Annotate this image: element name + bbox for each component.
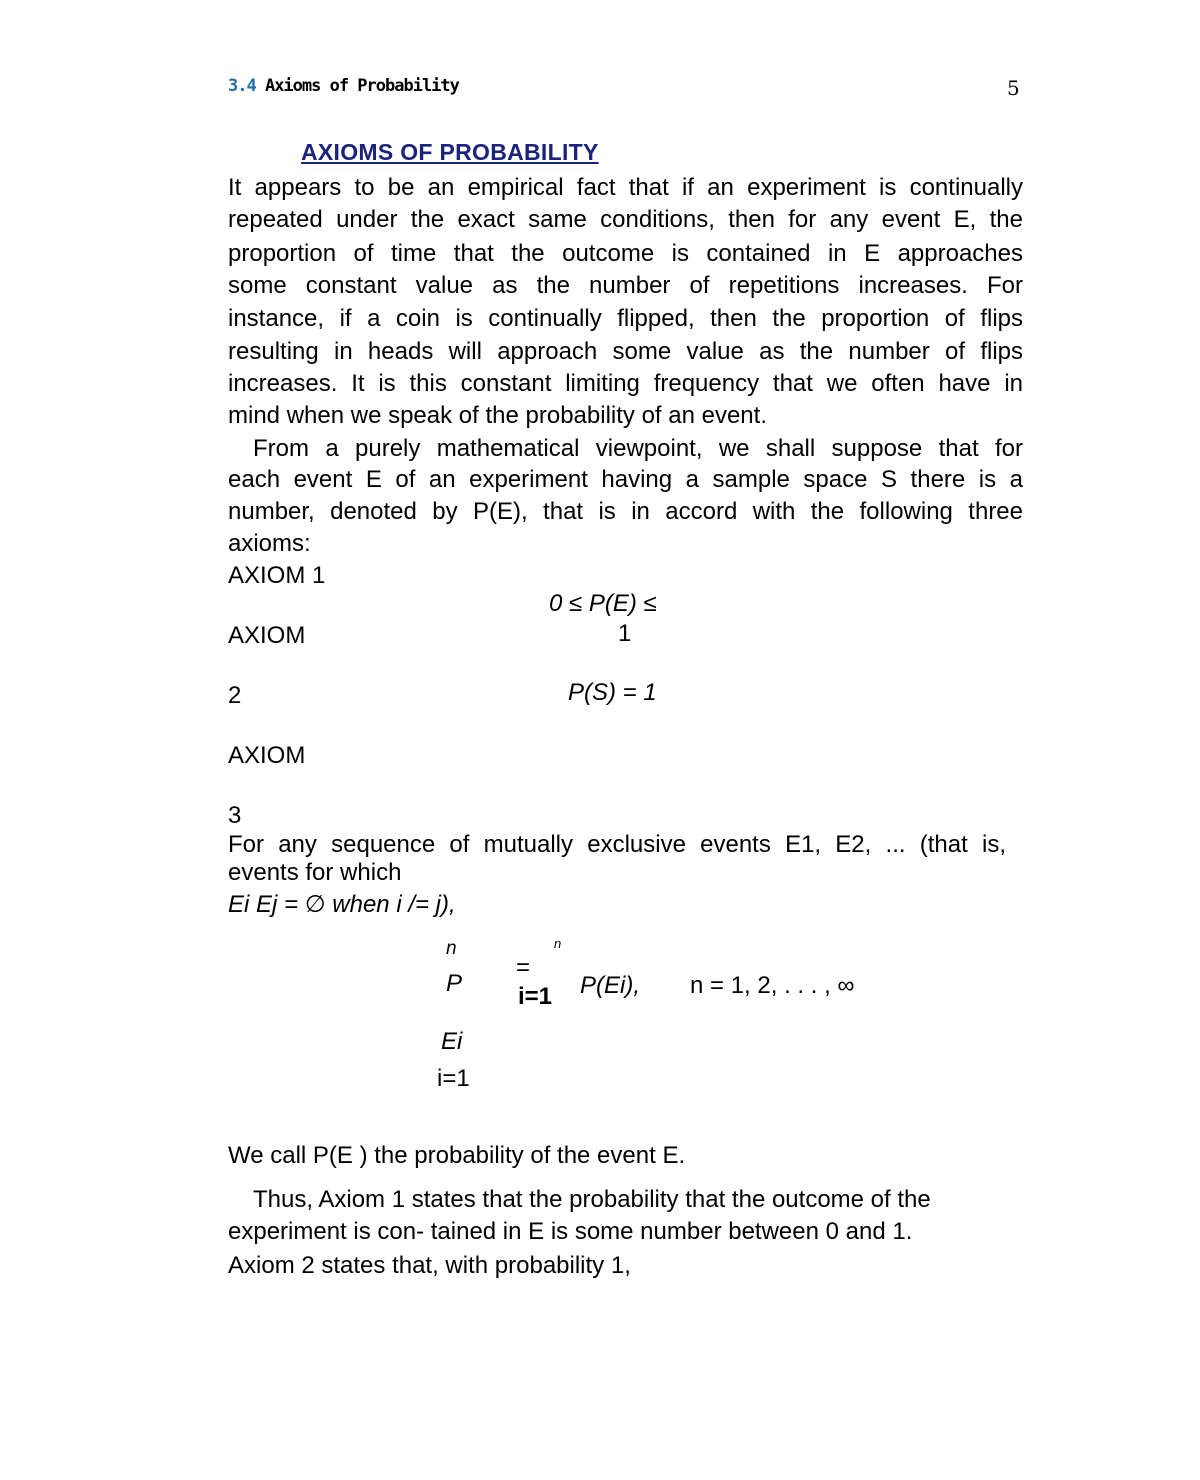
paragraph-line: repeated under the exact same conditions, then for any event E, the (228, 206, 1023, 233)
paragraph-line: experiment is con- tained in E is some number between 0 and 1. (228, 1218, 913, 1245)
paragraph-line: It appears to be an empirical fact that if an experiment is continually (228, 174, 1023, 201)
formula-probability-symbol: P (446, 970, 463, 997)
axiom-3-label: AXIOM (228, 742, 306, 769)
formula-equals: = (516, 954, 531, 981)
paragraph-line: Thus, Axiom 1 states that the probability that the outcome of the (253, 1186, 931, 1213)
axiom-3-statement: For any sequence of mutually exclusive events E1, E2, ... (that is, (228, 831, 1006, 858)
paragraph-line: each event E of an experiment having a sample space S there is a (228, 466, 1023, 493)
formula-sum-upper: n (554, 936, 562, 951)
axiom-2-label: AXIOM (228, 622, 306, 649)
formula-union-upper: n (446, 938, 457, 959)
paragraph-line: instance, if a coin is continually flipped, then the proportion of flips (228, 305, 1023, 332)
axiom-2-formula: P(S) = 1 (568, 679, 657, 706)
axiom-2-number: 2 (228, 682, 242, 709)
axiom-3-condition: Ei Ej = ∅ when i /= j), (228, 891, 456, 918)
axiom-1-label: AXIOM 1 (228, 562, 326, 589)
paragraph-line: Axiom 2 states that, with probability 1, (228, 1252, 631, 1279)
axiom-3-statement-cont: events for which (228, 859, 402, 886)
formula-sum-term: P(Ei), (580, 972, 640, 999)
formula-union-term: Ei (441, 1028, 463, 1055)
paragraph-line: number, denoted by P(E), that is in accord with the following three (228, 498, 1023, 525)
paragraph-line: resulting in heads will approach some value as the number of flips (228, 338, 1023, 365)
formula-range: n = 1, 2, . . . , ∞ (690, 972, 855, 999)
axiom-1-formula-bound: 1 (618, 620, 632, 647)
formula-sum-lower: i=1 (518, 983, 553, 1010)
paragraph-line: some constant value as the number of repetitions increases. For (228, 272, 1023, 299)
axiom-1-formula: 0 ≤ P(E) ≤ (549, 590, 657, 617)
running-header (228, 76, 459, 96)
paragraph-line: increases. It is this constant limiting frequency that we often have in (228, 370, 1023, 397)
section-number: 3.4 (228, 76, 256, 96)
page-number: 5 (1007, 76, 1020, 100)
paragraph-line: proportion of time that the outcome is contained in E approaches (228, 240, 1023, 267)
page-title: AXIOMS OF PROBABILITY (301, 139, 599, 165)
paragraph-3: We call P(E ) the probability of the event E. (228, 1142, 686, 1169)
paragraph-line: mind when we speak of the probability of an event. (228, 402, 767, 429)
paragraph-line: axioms: (228, 530, 311, 557)
paragraph-line: From a purely mathematical viewpoint, we shall suppose that for (253, 435, 1023, 462)
axiom-3-number: 3 (228, 802, 242, 829)
section-title: Axioms of Probability (255, 76, 459, 96)
formula-union-lower: i=1 (437, 1065, 470, 1092)
